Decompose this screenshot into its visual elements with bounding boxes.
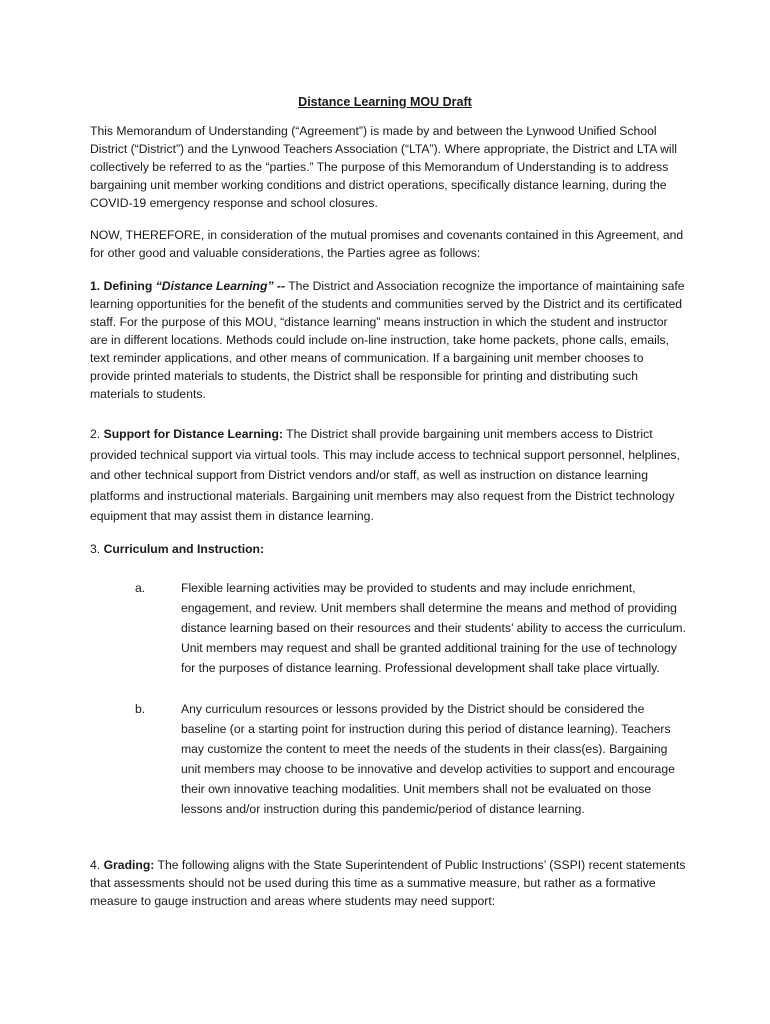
section-4-paragraph [90, 856, 686, 910]
section-4-body: The following aligns with the State Superintendent of Public Instructions’ (SSPI) recent statements that assessments should not be used during this time as a summative measure, but rather as a formative measure to gauge instruction and areas where students may need support: [90, 858, 686, 908]
section-4-number: 4. [90, 858, 101, 872]
section-1-heading-suffix: -- [273, 279, 286, 293]
section-2-body: The District shall provide bargaining unit members access to District provided technical support via virtual tools. This may include access to technical support personnel, helplines, and other technical support from District vendors and/or staff, as well as instruction on distance learning platforms and instructional materials. Bargaining unit members may also request from the District technology equipment that may assist them in distance learning. [90, 427, 680, 523]
section-1-body: The District and Association recognize the importance of maintaining safe learning opportunities for the benefit of the students and communities served by the District and its certificated staff. For the purpose of this MOU, “distance learning” means instruction in which the student and instructor are in different locations. Methods could include on-line instruction, take home packets, phone calls, emails, text reminder applications, and other means of communication. If a bargaining unit member chooses to provide printed materials to students, the District shall be responsible for printing and distributing such materials to students. [90, 279, 685, 401]
list-item-text: Flexible learning activities may be provided to students and may include enrichment, engagement, and review. Unit members shall determine the means and method of providing distance learning based on their resources and their students’ ability to access the curriculum. Unit members may request and shall be granted additional training for the use of technology for the purposes of distance learning. Professional development shall take place virtually. [181, 581, 686, 675]
section-1-number: 1. [90, 279, 101, 293]
section-3-number: 3. [90, 542, 101, 556]
document-title: Distance Learning MOU Draft [298, 95, 472, 109]
now-therefore-paragraph: NOW, THEREFORE, in consideration of the mutual promises and covenants contained in this Agreement, and for other good and valuable considerations, the Parties agree as follows: [90, 228, 684, 260]
section-2-heading: Support for Distance Learning: [103, 427, 284, 441]
section-3-heading: Curriculum and Instruction: [103, 542, 265, 556]
section-1-heading-term: “Distance Learning” [155, 279, 274, 293]
list-item-text: Any curriculum resources or lessons provided by the District should be considered the baseline (or a starting point for instruction during this period of distance learning). Teachers may customize the content to meet the needs of the students in their class(es). Bargaining unit members may choose to be innovative and develop activities to support and encourage their own innovative teaching modalities. Unit members shall not be evaluated on those lessons and/or instruction during this pandemic/period of distance learning. [181, 702, 675, 816]
list-marker: b. [135, 702, 146, 716]
list-marker: a. [135, 581, 146, 595]
section-3-heading-line [90, 540, 686, 558]
intro-paragraph: This Memorandum of Understanding (“Agreement”) is made by and between the Lynwood Unified School District (“District”) and the Lynwood Teachers Association (“LTA”). Where appropriate, the District and LTA will collectively be referred to as the “parties.” The purpose of this Memorandum of Understanding is to address bargaining unit member working conditions and district operations, specifically distance learning, during the COVID-19 emergency response and school closures. [90, 124, 678, 210]
section-1-heading-prefix: Defining [103, 279, 156, 293]
section-4-heading: Grading: [103, 858, 155, 872]
section-2-number: 2. [90, 427, 101, 441]
section-1-paragraph [90, 277, 686, 403]
section-2-paragraph [90, 424, 686, 527]
